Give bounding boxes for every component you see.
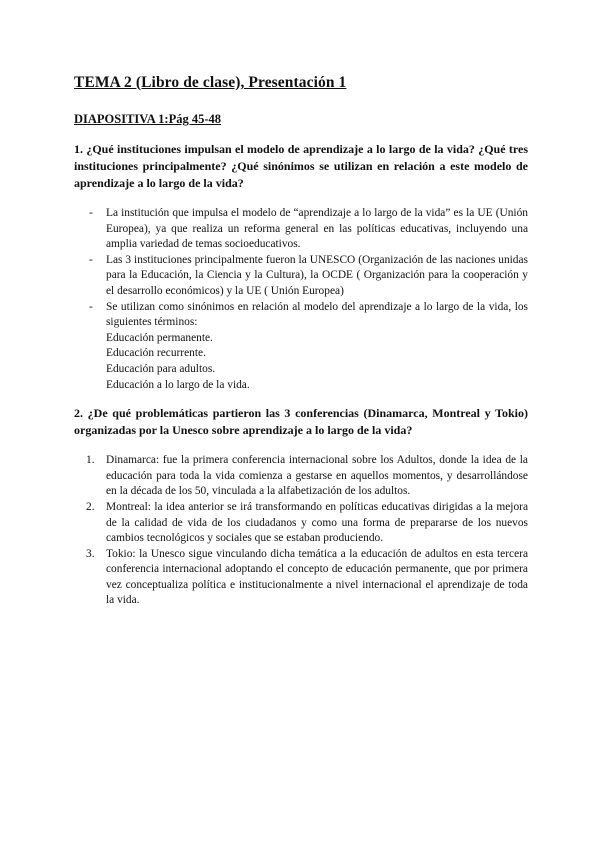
list-item [74,547,528,609]
dash-marker: - [89,300,93,313]
list-item [74,453,528,500]
answers-2-list [74,453,528,609]
question-1: 1. ¿Qué instituciones impulsan el modelo de aprendizaje a lo largo de la vida? ¿Qué tres instituciones principalmente? ¿Qué sinónimos se utilizan en relación a este modelo de aprendizaje a lo largo de la vida? [74,142,528,190]
page-title: TEMA 2 (Libro de clase), Presentación 1 [74,74,347,91]
slide-subtitle: DIAPOSITIVA 1:Pág 45-48 [74,112,222,126]
list-item [74,500,528,547]
list-item-text: Dinamarca: fue la primera conferencia internacional sobre los Adultos, donde la idea de la educación para toda la vida comienza a gestarse en aquellos momentos, y desarrollándose en la década de los 50, vinculada a la alfabetización de los adultos. [106,454,528,498]
list-item [74,206,528,253]
list-item-text: Las 3 instituciones principalmente fueron la UNESCO (Organización de las naciones unidas para la Educación, la Ciencia y la Cultura), la OCDE ( Organización para la cooperación y el desarrollo económicos) y la UE ( Unión Europea) [106,253,528,297]
synonym-line: Educación recurrente. [106,347,206,360]
question-2: 2. ¿De qué problemáticas partieron las 3 conferencias (Dinamarca, Montreal y Tokio) organizadas por la Unesco sobre aprendizaje a lo largo de la vida? [74,406,528,438]
list-item [74,300,528,394]
dash-marker: - [89,207,93,219]
list-item-text: Montreal: la idea anterior se irá transformando en políticas educativas dirigidas a la mejora de la calidad de vida de los ciudadanos y como una forma de prepararse de los nuevos cambios tecnológicos y sociales que se estaban produciendo. [106,500,528,545]
synonym-line: Educación para adultos. [106,362,216,375]
synonym-line: Educación a lo largo de la vida. [106,378,250,391]
number-marker: 1. [86,454,95,467]
list-item-text: Se utilizan como sinónimos en relación al modelo del aprendizaje a lo largo de la vida, los siguientes términos: [106,300,528,329]
dash-marker: - [89,253,93,266]
number-marker: 3. [86,547,95,560]
list-item-text: Tokio: la Unesco sigue vinculando dicha temática a la educación de adultos en esta tercera conferencia internacional adoptando el concepto de educación permanente, que por primera vez conceptualiza política e institucionalmente a nivel internacional el aprendizaje de toda la vida. [106,547,528,607]
number-marker: 2. [86,500,95,513]
synonym-line: Educación permanente. [106,331,213,344]
list-item [74,253,528,300]
answers-1-list [74,206,528,393]
list-item-text: La institución que impulsa el modelo de “aprendizaje a lo largo de la vida” es la UE (Unión Europea), ya que realiza un reforma general en las políticas educativas, incluyendo una amplia variedad de temas socioeducativos. [106,207,528,251]
